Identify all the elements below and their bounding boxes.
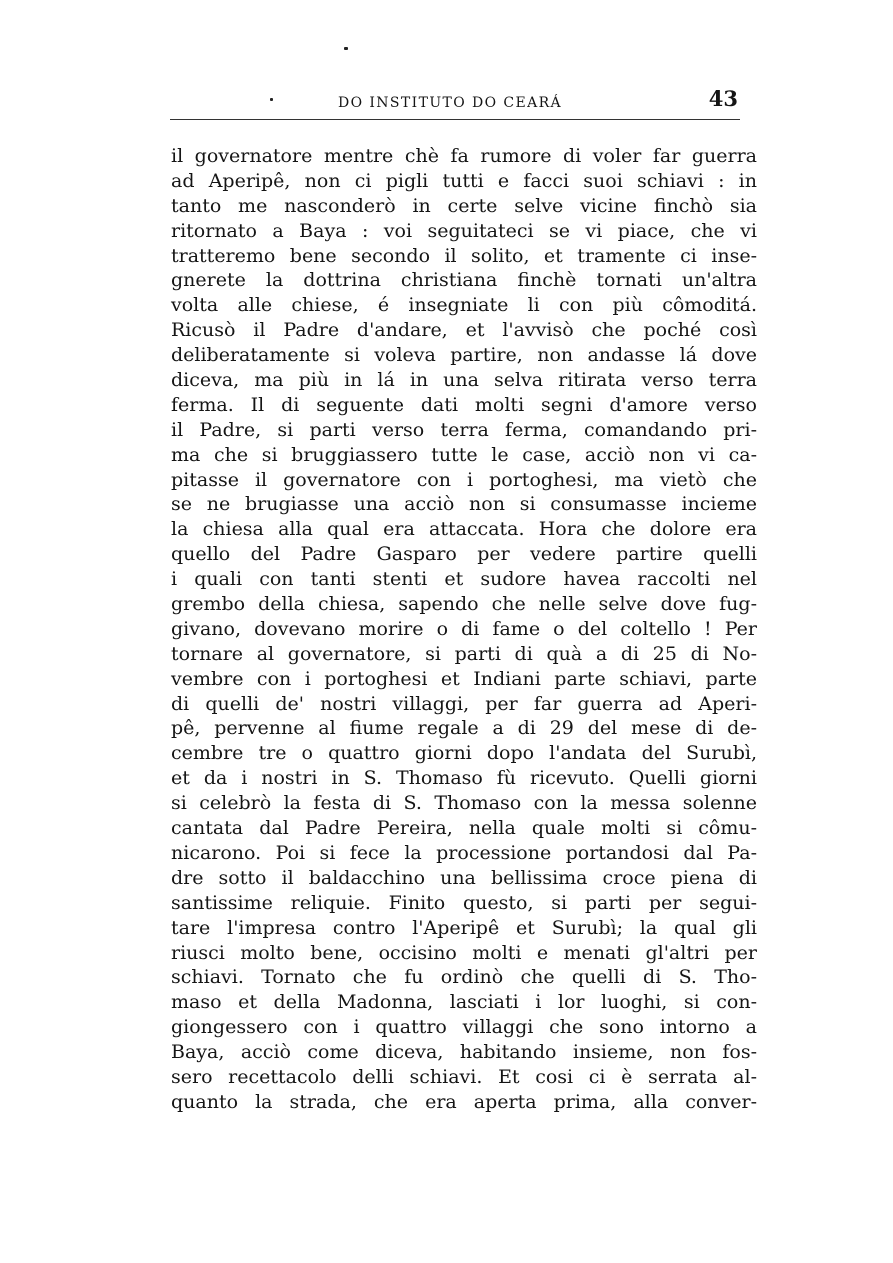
text-line: i quali con tanti stenti et sudore havea raccolti nel — [171, 568, 757, 591]
text-line: maso et della Madonna, lasciati i lor luoghi, si con- — [171, 991, 757, 1014]
text-line: quello del Padre Gasparo per vedere partire quelli — [171, 543, 757, 566]
text-line: ma che si bruggiassero tutte le case, acciò non vi ca- — [171, 443, 757, 466]
text-line: schiavi. Tornato che fu ordinò che quelli di S. Tho- — [171, 966, 757, 989]
text-line: givano, dovevano morire o di fame o del coltello ! Per — [171, 617, 757, 640]
text-line: grembo della chiesa, sapendo che nelle selve dove fug- — [171, 593, 757, 616]
text-line: vembre con i portoghesi et Indiani parte schiavi, parte — [171, 667, 757, 690]
text-line: tanto me nasconderò in certe selve vicine finchò sia — [171, 194, 757, 217]
text-line: ad Aperipê, non ci pigli tutti e facci suoi schiavi : in — [171, 169, 757, 192]
text-line: il Padre, si parti verso terra ferma, comandando pri- — [171, 418, 757, 441]
text-line: gnerete la dottrina christiana finchè tornati un'altra — [171, 269, 757, 292]
text-line: riusci molto bene, occisino molti e menati gl'altri per — [171, 941, 757, 964]
text-line: la chiesa alla qual era attaccata. Hora che dolore era — [171, 518, 757, 541]
text-line: ritornato a Baya : voi seguitateci se vi piace, che vi — [171, 219, 757, 242]
text-line: pitasse il governatore con i portoghesi, ma vietò che — [171, 468, 757, 491]
text-line: pê, pervenne al fiume regale a di 29 del mese di de- — [171, 717, 757, 740]
text-line: Baya, acciò come diceva, habitando insieme, non fos- — [171, 1041, 757, 1064]
text-line: cantata dal Padre Pereira, nella quale molti si cômu- — [171, 817, 757, 840]
text-line: si celebrò la festa di S. Thomaso con la messa solenne — [171, 792, 757, 815]
text-line: il governatore mentre chè fa rumore di voler far guerra — [171, 145, 757, 167]
text-line: se ne brugiasse una acciò non si consumasse incieme — [171, 493, 757, 516]
text-line: di quelli de' nostri villaggi, per far guerra ad Aperi- — [171, 692, 757, 715]
text-line: ferma. Il di seguente dati molti segni d'amore verso — [171, 393, 757, 416]
text-line: dre sotto il baldacchino una bellissima croce piena di — [171, 866, 757, 889]
text-line: quanto la strada, che era aperta prima, alla conver- — [171, 1090, 757, 1113]
text-line: tare l'impresa contro l'Aperipê et Surubì; la qual gli — [171, 916, 757, 939]
print-speck — [344, 47, 348, 50]
text-line: santissime reliquie. Finito questo, si parti per segui- — [171, 891, 757, 914]
page-number: 43 — [708, 86, 738, 111]
text-line: tratteremo bene secondo il solito, et tramente ci inse- — [171, 244, 757, 267]
header-rule — [170, 119, 740, 120]
body-text — [171, 144, 757, 1115]
text-line: sero recettacolo delli schiavi. Et cosi ci è serrata al- — [171, 1065, 757, 1088]
text-line: Ricusò il Padre d'andare, et l'avvisò che poché così — [171, 319, 757, 342]
text-line: et da i nostri in S. Thomaso fù ricevuto. Quelli giorni — [171, 767, 757, 790]
text-line: deliberatamente si voleva partire, non andasse lá dove — [171, 344, 757, 367]
page-header — [170, 86, 740, 120]
text-line: volta alle chiese, é insegniate li con più cômoditá. — [171, 294, 757, 317]
text-line: tornare al governatore, si parti di quà a di 25 di No- — [171, 642, 757, 665]
text-line: diceva, ma più in lá in una selva ritirata verso terra — [171, 369, 757, 392]
text-line: nicarono. Poi si fece la processione portandosi dal Pa- — [171, 841, 757, 864]
running-title: DO INSTITUTO DO CEARÁ — [338, 95, 563, 111]
text-line: giongessero con i quattro villaggi che sono intorno a — [171, 1016, 757, 1039]
text-line: cembre tre o quattro giorni dopo l'andata del Surubì, — [171, 742, 757, 765]
